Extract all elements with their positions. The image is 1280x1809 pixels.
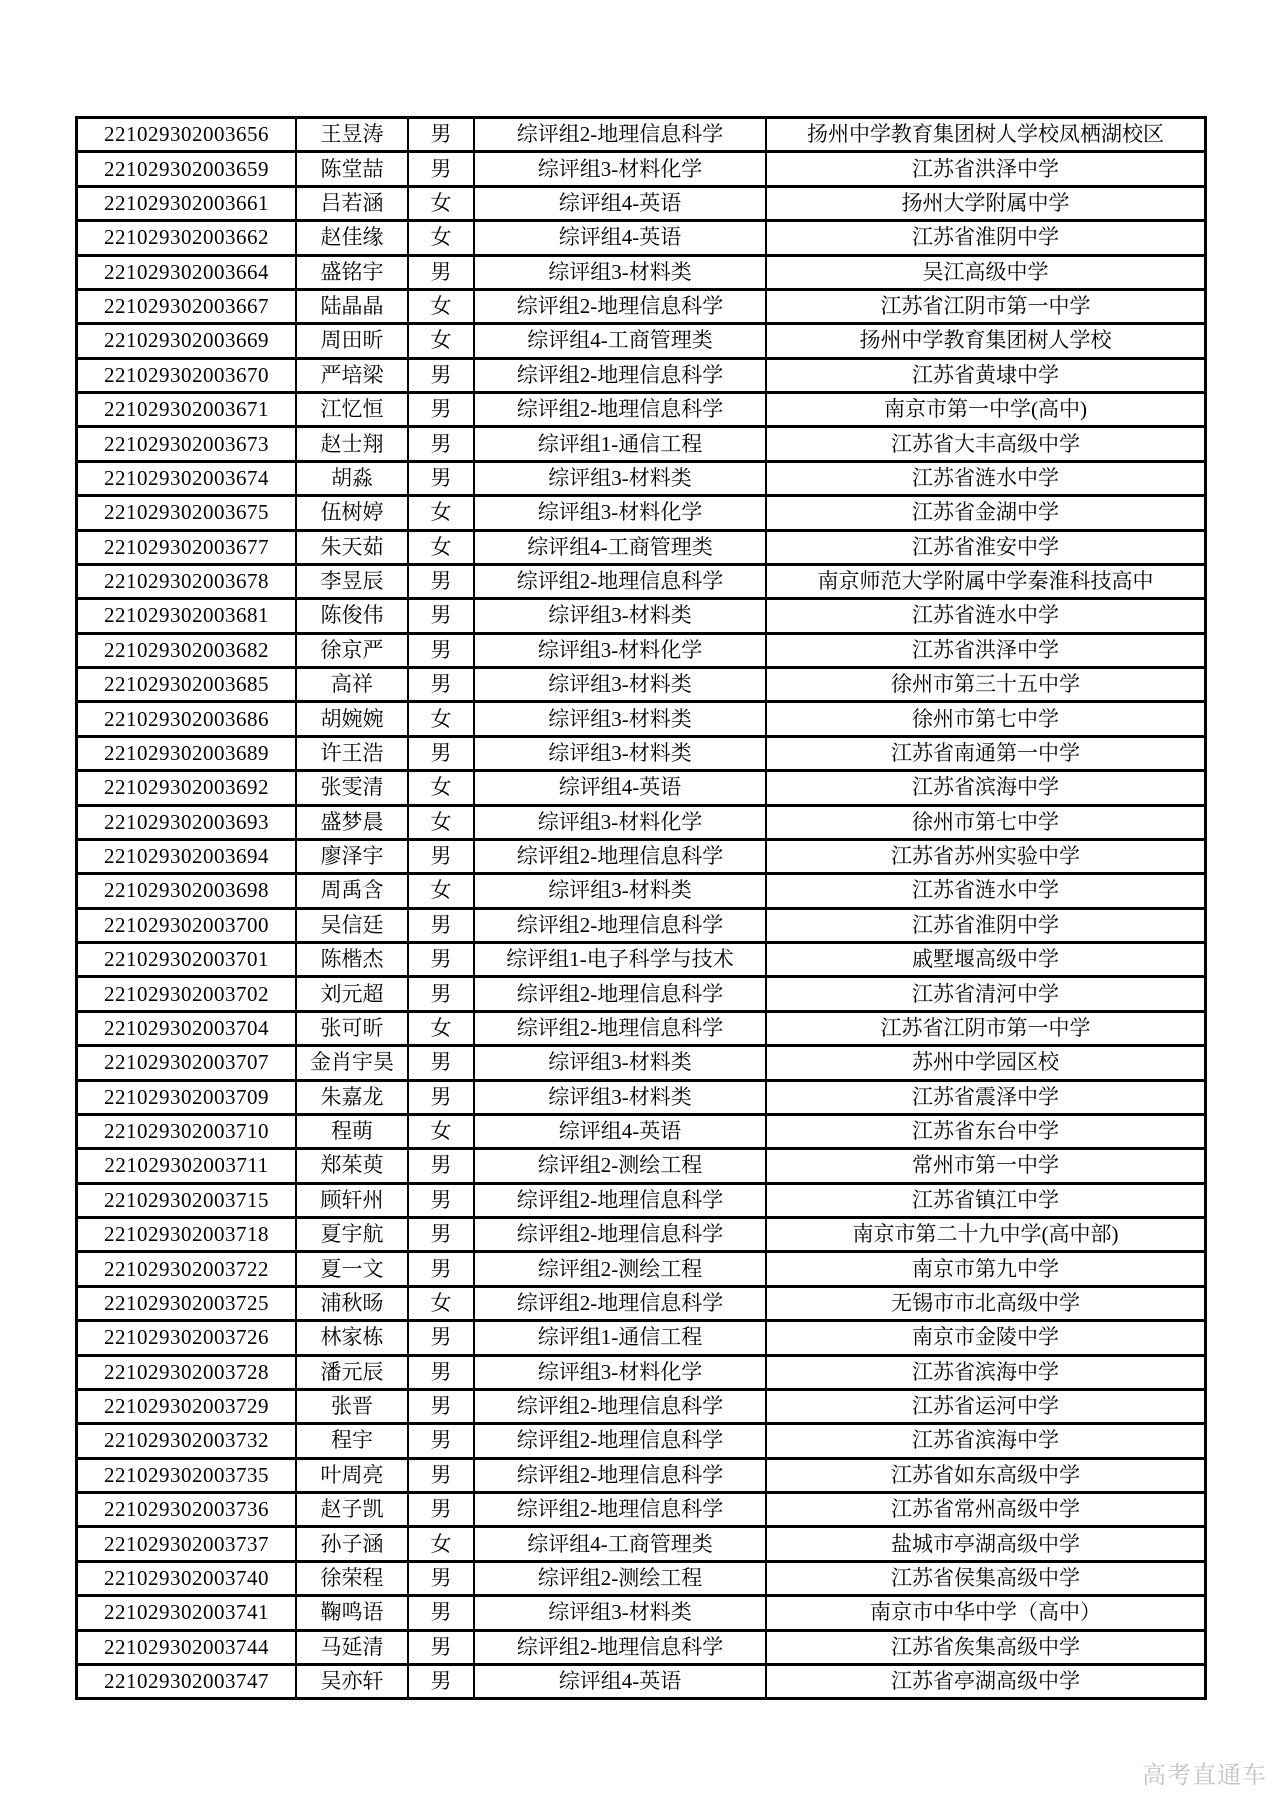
cell-gender: 男 bbox=[407, 1253, 473, 1284]
cell-school: 江苏省震泽中学 bbox=[765, 1082, 1204, 1113]
cell-student-name: 李昱辰 bbox=[295, 566, 407, 597]
cell-school: 江苏省金湖中学 bbox=[765, 497, 1204, 528]
cell-exam-number: 221029302003656 bbox=[104, 122, 269, 147]
cell-school: 江苏省镇江中学 bbox=[765, 1185, 1204, 1216]
cell-group-major: 综评组3-材料化学 bbox=[473, 497, 765, 528]
admission-roster-table bbox=[75, 116, 1207, 1700]
cell-school: 无锡市市北高级中学 bbox=[765, 1288, 1204, 1319]
cell-student-name: 胡淼 bbox=[295, 463, 407, 494]
cell-exam-number: 221029302003693 bbox=[104, 809, 269, 834]
cell-student-name: 江忆恒 bbox=[295, 394, 407, 425]
cell-gender: 男 bbox=[407, 463, 473, 494]
cell-group-major: 综评组3-材料类 bbox=[473, 600, 765, 631]
cell-group-major: 综评组2-地理信息科学 bbox=[473, 1219, 765, 1250]
cell-exam-number: 221029302003681 bbox=[104, 603, 269, 628]
cell-gender: 女 bbox=[407, 188, 473, 219]
cell-student-name: 叶周亮 bbox=[295, 1460, 407, 1491]
cell-school: 徐州市第七中学 bbox=[765, 703, 1204, 734]
cell-school: 江苏省常州高级中学 bbox=[765, 1494, 1204, 1525]
cell-student-name: 高祥 bbox=[295, 669, 407, 700]
cell-school: 南京市金陵中学 bbox=[765, 1322, 1204, 1353]
cell-school: 江苏省侯集高级中学 bbox=[765, 1563, 1204, 1594]
cell-group-major: 综评组3-材料类 bbox=[473, 463, 765, 494]
cell-school: 江苏省涟水中学 bbox=[765, 600, 1204, 631]
cell-group-major: 综评组3-材料类 bbox=[473, 1082, 765, 1113]
cell-exam-number: 221029302003682 bbox=[104, 637, 269, 662]
cell-student-name: 许王浩 bbox=[295, 738, 407, 769]
cell-exam-number: 221029302003692 bbox=[104, 775, 269, 800]
cell-exam-number: 221029302003701 bbox=[104, 947, 269, 972]
cell-exam-number: 221029302003678 bbox=[104, 569, 269, 594]
cell-student-name: 刘元超 bbox=[295, 978, 407, 1009]
cell-school: 江苏省洪泽中学 bbox=[765, 153, 1204, 184]
cell-group-major: 综评组3-材料化学 bbox=[473, 807, 765, 838]
cell-student-name: 鞠鸣语 bbox=[295, 1597, 407, 1628]
cell-group-major: 综评组3-材料类 bbox=[473, 703, 765, 734]
cell-exam-number: 221029302003728 bbox=[104, 1359, 269, 1384]
cell-group-major: 综评组2-地理信息科学 bbox=[473, 566, 765, 597]
cell-school: 扬州中学教育集团树人学校 bbox=[765, 325, 1204, 356]
table-row bbox=[78, 1010, 1204, 1044]
cell-exam-number: 221029302003711 bbox=[104, 1153, 269, 1178]
cell-exam-number: 221029302003664 bbox=[104, 259, 269, 284]
cell-student-name: 周田昕 bbox=[295, 325, 407, 356]
cell-student-name: 程宇 bbox=[295, 1425, 407, 1456]
cell-exam-number: 221029302003740 bbox=[104, 1565, 269, 1590]
cell-school: 戚墅堰高级中学 bbox=[765, 944, 1204, 975]
cell-group-major: 综评组2-地理信息科学 bbox=[473, 1288, 765, 1319]
cell-group-major: 综评组4-工商管理类 bbox=[473, 532, 765, 563]
cell-student-name: 孙子涵 bbox=[295, 1528, 407, 1559]
cell-exam-number: 221029302003674 bbox=[104, 465, 269, 490]
cell-group-major: 综评组2-地理信息科学 bbox=[473, 360, 765, 391]
cell-school: 江苏省如东高级中学 bbox=[765, 1460, 1204, 1491]
cell-gender: 男 bbox=[407, 1150, 473, 1181]
cell-exam-number: 221029302003669 bbox=[104, 328, 269, 353]
table-row bbox=[78, 529, 1204, 563]
cell-student-name: 赵子凯 bbox=[295, 1494, 407, 1525]
table-row bbox=[78, 460, 1204, 494]
cell-exam-number: 221029302003729 bbox=[104, 1394, 269, 1419]
cell-group-major: 综评组3-材料类 bbox=[473, 738, 765, 769]
cell-exam-number: 221029302003685 bbox=[104, 672, 269, 697]
cell-student-name: 严培梁 bbox=[295, 360, 407, 391]
table-row bbox=[78, 1147, 1204, 1181]
cell-gender: 男 bbox=[407, 1357, 473, 1388]
cell-exam-number: 221029302003661 bbox=[104, 190, 269, 215]
cell-exam-number: 221029302003677 bbox=[104, 534, 269, 559]
cell-gender: 男 bbox=[407, 1563, 473, 1594]
cell-school: 南京市第九中学 bbox=[765, 1253, 1204, 1284]
cell-group-major: 综评组2-测绘工程 bbox=[473, 1563, 765, 1594]
table-row bbox=[78, 1491, 1204, 1525]
cell-gender: 女 bbox=[407, 1528, 473, 1559]
cell-group-major: 综评组2-地理信息科学 bbox=[473, 1185, 765, 1216]
table-row bbox=[78, 632, 1204, 666]
table-row bbox=[78, 769, 1204, 803]
cell-gender: 男 bbox=[407, 1425, 473, 1456]
cell-group-major: 综评组4-英语 bbox=[473, 222, 765, 253]
cell-school: 江苏省淮安中学 bbox=[765, 532, 1204, 563]
cell-gender: 男 bbox=[407, 1185, 473, 1216]
cell-student-name: 顾轩州 bbox=[295, 1185, 407, 1216]
cell-gender: 男 bbox=[407, 1666, 473, 1697]
cell-student-name: 盛铭宇 bbox=[295, 257, 407, 288]
cell-gender: 女 bbox=[407, 1116, 473, 1147]
cell-gender: 男 bbox=[407, 841, 473, 872]
cell-exam-number: 221029302003689 bbox=[104, 740, 269, 765]
cell-exam-number: 221029302003732 bbox=[104, 1428, 269, 1453]
cell-school: 江苏省大丰高级中学 bbox=[765, 428, 1204, 459]
cell-school: 盐城市亭湖高级中学 bbox=[765, 1528, 1204, 1559]
table-row bbox=[78, 1113, 1204, 1147]
cell-group-major: 综评组3-材料类 bbox=[473, 1597, 765, 1628]
cell-school: 江苏省滨海中学 bbox=[765, 772, 1204, 803]
cell-student-name: 胡婉婉 bbox=[295, 703, 407, 734]
table-row bbox=[78, 1354, 1204, 1388]
cell-group-major: 综评组3-材料类 bbox=[473, 257, 765, 288]
cell-school: 江苏省亭湖高级中学 bbox=[765, 1666, 1204, 1697]
cell-student-name: 程萌 bbox=[295, 1116, 407, 1147]
cell-gender: 男 bbox=[407, 1391, 473, 1422]
cell-exam-number: 221029302003667 bbox=[104, 294, 269, 319]
cell-student-name: 张晋 bbox=[295, 1391, 407, 1422]
cell-exam-number: 221029302003671 bbox=[104, 397, 269, 422]
table-row bbox=[78, 907, 1204, 941]
cell-group-major: 综评组2-测绘工程 bbox=[473, 1150, 765, 1181]
cell-school: 江苏省运河中学 bbox=[765, 1391, 1204, 1422]
cell-exam-number: 221029302003675 bbox=[104, 500, 269, 525]
cell-gender: 男 bbox=[407, 360, 473, 391]
cell-group-major: 综评组4-英语 bbox=[473, 1116, 765, 1147]
cell-group-major: 综评组2-地理信息科学 bbox=[473, 1013, 765, 1044]
cell-school: 吴江高级中学 bbox=[765, 257, 1204, 288]
table-row bbox=[78, 1594, 1204, 1628]
cell-group-major: 综评组2-地理信息科学 bbox=[473, 1460, 765, 1491]
cell-exam-number: 221029302003736 bbox=[104, 1497, 269, 1522]
cell-student-name: 林家栋 bbox=[295, 1322, 407, 1353]
table-row bbox=[78, 1182, 1204, 1216]
cell-group-major: 综评组4-英语 bbox=[473, 772, 765, 803]
cell-student-name: 吕若涵 bbox=[295, 188, 407, 219]
table-row bbox=[78, 1525, 1204, 1559]
table-row bbox=[78, 804, 1204, 838]
table-row bbox=[78, 1319, 1204, 1353]
cell-student-name: 徐荣程 bbox=[295, 1563, 407, 1594]
cell-exam-number: 221029302003709 bbox=[104, 1084, 269, 1109]
table-row bbox=[78, 1044, 1204, 1078]
cell-school: 南京市第一中学(高中) bbox=[765, 394, 1204, 425]
cell-group-major: 综评组2-测绘工程 bbox=[473, 1253, 765, 1284]
cell-gender: 女 bbox=[407, 532, 473, 563]
cell-exam-number: 221029302003698 bbox=[104, 878, 269, 903]
cell-student-name: 金肖宇昊 bbox=[295, 1047, 407, 1078]
cell-student-name: 徐京严 bbox=[295, 635, 407, 666]
cell-gender: 男 bbox=[407, 428, 473, 459]
table-row bbox=[78, 1629, 1204, 1663]
cell-school: 江苏省淮阴中学 bbox=[765, 910, 1204, 941]
cell-group-major: 综评组1-通信工程 bbox=[473, 428, 765, 459]
cell-gender: 女 bbox=[407, 325, 473, 356]
cell-group-major: 综评组4-工商管理类 bbox=[473, 1528, 765, 1559]
cell-school: 南京师范大学附属中学秦淮科技高中 bbox=[765, 566, 1204, 597]
cell-gender: 女 bbox=[407, 222, 473, 253]
cell-student-name: 张雯清 bbox=[295, 772, 407, 803]
cell-gender: 男 bbox=[407, 738, 473, 769]
cell-student-name: 盛梦晨 bbox=[295, 807, 407, 838]
cell-group-major: 综评组2-地理信息科学 bbox=[473, 1391, 765, 1422]
cell-school: 江苏省苏州实验中学 bbox=[765, 841, 1204, 872]
cell-gender: 男 bbox=[407, 566, 473, 597]
table-row bbox=[78, 1663, 1204, 1697]
cell-gender: 女 bbox=[407, 875, 473, 906]
table-row bbox=[78, 150, 1204, 184]
cell-group-major: 综评组3-材料类 bbox=[473, 1047, 765, 1078]
table-row bbox=[78, 666, 1204, 700]
cell-group-major: 综评组2-地理信息科学 bbox=[473, 1632, 765, 1663]
cell-school: 江苏省南通第一中学 bbox=[765, 738, 1204, 769]
cell-gender: 男 bbox=[407, 119, 473, 150]
table-row bbox=[78, 975, 1204, 1009]
table-row bbox=[78, 357, 1204, 391]
cell-student-name: 郑茱萸 bbox=[295, 1150, 407, 1181]
cell-gender: 男 bbox=[407, 1597, 473, 1628]
cell-gender: 男 bbox=[407, 1322, 473, 1353]
cell-group-major: 综评组2-地理信息科学 bbox=[473, 910, 765, 941]
cell-student-name: 吴信廷 bbox=[295, 910, 407, 941]
cell-student-name: 陈堂喆 bbox=[295, 153, 407, 184]
cell-gender: 男 bbox=[407, 635, 473, 666]
cell-gender: 男 bbox=[407, 1219, 473, 1250]
cell-gender: 女 bbox=[407, 291, 473, 322]
table-row bbox=[78, 425, 1204, 459]
cell-school: 江苏省淮阴中学 bbox=[765, 222, 1204, 253]
cell-group-major: 综评组3-材料化学 bbox=[473, 153, 765, 184]
cell-gender: 男 bbox=[407, 944, 473, 975]
cell-group-major: 综评组3-材料化学 bbox=[473, 635, 765, 666]
cell-exam-number: 221029302003710 bbox=[104, 1119, 269, 1144]
cell-school: 徐州市第三十五中学 bbox=[765, 669, 1204, 700]
cell-school: 江苏省江阴市第一中学 bbox=[765, 1013, 1204, 1044]
cell-gender: 男 bbox=[407, 1082, 473, 1113]
cell-student-name: 潘元辰 bbox=[295, 1357, 407, 1388]
cell-gender: 男 bbox=[407, 978, 473, 1009]
table-row bbox=[78, 322, 1204, 356]
cell-school: 江苏省滨海中学 bbox=[765, 1357, 1204, 1388]
table-row bbox=[78, 1457, 1204, 1491]
cell-group-major: 综评组2-地理信息科学 bbox=[473, 119, 765, 150]
table-row bbox=[78, 185, 1204, 219]
cell-school: 江苏省洪泽中学 bbox=[765, 635, 1204, 666]
cell-school: 常州市第一中学 bbox=[765, 1150, 1204, 1181]
table-row bbox=[78, 288, 1204, 322]
cell-school: 江苏省江阴市第一中学 bbox=[765, 291, 1204, 322]
cell-gender: 男 bbox=[407, 1632, 473, 1663]
cell-gender: 女 bbox=[407, 703, 473, 734]
cell-group-major: 综评组4-工商管理类 bbox=[473, 325, 765, 356]
cell-exam-number: 221029302003722 bbox=[104, 1256, 269, 1281]
cell-student-name: 陈俊伟 bbox=[295, 600, 407, 631]
cell-student-name: 朱天茹 bbox=[295, 532, 407, 563]
cell-gender: 男 bbox=[407, 1494, 473, 1525]
cell-group-major: 综评组1-通信工程 bbox=[473, 1322, 765, 1353]
table-row bbox=[78, 597, 1204, 631]
cell-group-major: 综评组3-材料化学 bbox=[473, 1357, 765, 1388]
table-row bbox=[78, 700, 1204, 734]
cell-student-name: 夏一文 bbox=[295, 1253, 407, 1284]
cell-student-name: 夏宇航 bbox=[295, 1219, 407, 1250]
cell-exam-number: 221029302003715 bbox=[104, 1187, 269, 1212]
cell-group-major: 综评组2-地理信息科学 bbox=[473, 394, 765, 425]
cell-school: 江苏省矦集高级中学 bbox=[765, 1632, 1204, 1663]
cell-school: 江苏省涟水中学 bbox=[765, 463, 1204, 494]
table-row bbox=[78, 563, 1204, 597]
cell-student-name: 陆晶晶 bbox=[295, 291, 407, 322]
cell-school: 苏州中学园区校 bbox=[765, 1047, 1204, 1078]
table-row bbox=[78, 1285, 1204, 1319]
cell-student-name: 浦秋旸 bbox=[295, 1288, 407, 1319]
cell-group-major: 综评组3-材料类 bbox=[473, 669, 765, 700]
table-row bbox=[78, 1079, 1204, 1113]
cell-school: 江苏省东台中学 bbox=[765, 1116, 1204, 1147]
table-row bbox=[78, 391, 1204, 425]
cell-student-name: 陈楷杰 bbox=[295, 944, 407, 975]
table-row bbox=[78, 119, 1204, 150]
cell-student-name: 周禹含 bbox=[295, 875, 407, 906]
cell-exam-number: 221029302003737 bbox=[104, 1531, 269, 1556]
cell-exam-number: 221029302003673 bbox=[104, 431, 269, 456]
table-row bbox=[78, 1250, 1204, 1284]
table-row bbox=[78, 872, 1204, 906]
cell-student-name: 赵佳缘 bbox=[295, 222, 407, 253]
table-row bbox=[78, 1422, 1204, 1456]
cell-gender: 男 bbox=[407, 910, 473, 941]
cell-student-name: 廖泽宇 bbox=[295, 841, 407, 872]
cell-student-name: 王昱涛 bbox=[295, 119, 407, 150]
table-row bbox=[78, 494, 1204, 528]
cell-exam-number: 221029302003726 bbox=[104, 1325, 269, 1350]
cell-exam-number: 221029302003735 bbox=[104, 1462, 269, 1487]
cell-group-major: 综评组2-地理信息科学 bbox=[473, 1494, 765, 1525]
cell-exam-number: 221029302003747 bbox=[104, 1669, 269, 1694]
cell-student-name: 吴亦轩 bbox=[295, 1666, 407, 1697]
cell-student-name: 朱嘉龙 bbox=[295, 1082, 407, 1113]
cell-school: 南京市第二十九中学(高中部) bbox=[765, 1219, 1204, 1250]
cell-gender: 男 bbox=[407, 153, 473, 184]
table-row bbox=[78, 219, 1204, 253]
cell-exam-number: 221029302003718 bbox=[104, 1222, 269, 1247]
cell-student-name: 伍树婷 bbox=[295, 497, 407, 528]
cell-gender: 男 bbox=[407, 1047, 473, 1078]
cell-gender: 女 bbox=[407, 1288, 473, 1319]
cell-group-major: 综评组3-材料类 bbox=[473, 875, 765, 906]
cell-gender: 女 bbox=[407, 497, 473, 528]
cell-student-name: 张可昕 bbox=[295, 1013, 407, 1044]
cell-gender: 男 bbox=[407, 600, 473, 631]
cell-exam-number: 221029302003744 bbox=[104, 1634, 269, 1659]
watermark-text: 高考直通车 bbox=[1142, 1762, 1267, 1789]
cell-gender: 女 bbox=[407, 807, 473, 838]
cell-exam-number: 221029302003704 bbox=[104, 1015, 269, 1040]
cell-exam-number: 221029302003741 bbox=[104, 1600, 269, 1625]
cell-group-major: 综评组2-地理信息科学 bbox=[473, 1425, 765, 1456]
table-row bbox=[78, 735, 1204, 769]
cell-school: 扬州中学教育集团树人学校凤栖湖校区 bbox=[765, 119, 1204, 150]
cell-school: 扬州大学附属中学 bbox=[765, 188, 1204, 219]
cell-group-major: 综评组2-地理信息科学 bbox=[473, 291, 765, 322]
cell-group-major: 综评组1-电子科学与技术 bbox=[473, 944, 765, 975]
cell-exam-number: 221029302003694 bbox=[104, 844, 269, 869]
cell-school: 江苏省清河中学 bbox=[765, 978, 1204, 1009]
table-row bbox=[78, 941, 1204, 975]
cell-gender: 男 bbox=[407, 257, 473, 288]
cell-group-major: 综评组2-地理信息科学 bbox=[473, 978, 765, 1009]
cell-group-major: 综评组4-英语 bbox=[473, 188, 765, 219]
cell-school: 江苏省滨海中学 bbox=[765, 1425, 1204, 1456]
cell-school: 江苏省涟水中学 bbox=[765, 875, 1204, 906]
table-row bbox=[78, 1388, 1204, 1422]
cell-gender: 男 bbox=[407, 1460, 473, 1491]
cell-gender: 男 bbox=[407, 669, 473, 700]
cell-exam-number: 221029302003702 bbox=[104, 981, 269, 1006]
table-row bbox=[78, 1560, 1204, 1594]
cell-exam-number: 221029302003659 bbox=[104, 156, 269, 181]
cell-gender: 男 bbox=[407, 394, 473, 425]
table-row bbox=[78, 838, 1204, 872]
cell-student-name: 赵士翔 bbox=[295, 428, 407, 459]
cell-student-name: 马延清 bbox=[295, 1632, 407, 1663]
cell-group-major: 综评组4-英语 bbox=[473, 1666, 765, 1697]
cell-exam-number: 221029302003670 bbox=[104, 362, 269, 387]
cell-gender: 女 bbox=[407, 772, 473, 803]
cell-exam-number: 221029302003686 bbox=[104, 706, 269, 731]
cell-exam-number: 221029302003662 bbox=[104, 225, 269, 250]
cell-school: 南京市中华中学（高中） bbox=[765, 1597, 1204, 1628]
cell-gender: 女 bbox=[407, 1013, 473, 1044]
cell-school: 徐州市第七中学 bbox=[765, 807, 1204, 838]
cell-exam-number: 221029302003700 bbox=[104, 912, 269, 937]
cell-exam-number: 221029302003707 bbox=[104, 1050, 269, 1075]
table-row bbox=[78, 1216, 1204, 1250]
cell-exam-number: 221029302003725 bbox=[104, 1290, 269, 1315]
cell-group-major: 综评组2-地理信息科学 bbox=[473, 841, 765, 872]
cell-school: 江苏省黄埭中学 bbox=[765, 360, 1204, 391]
table-row bbox=[78, 254, 1204, 288]
